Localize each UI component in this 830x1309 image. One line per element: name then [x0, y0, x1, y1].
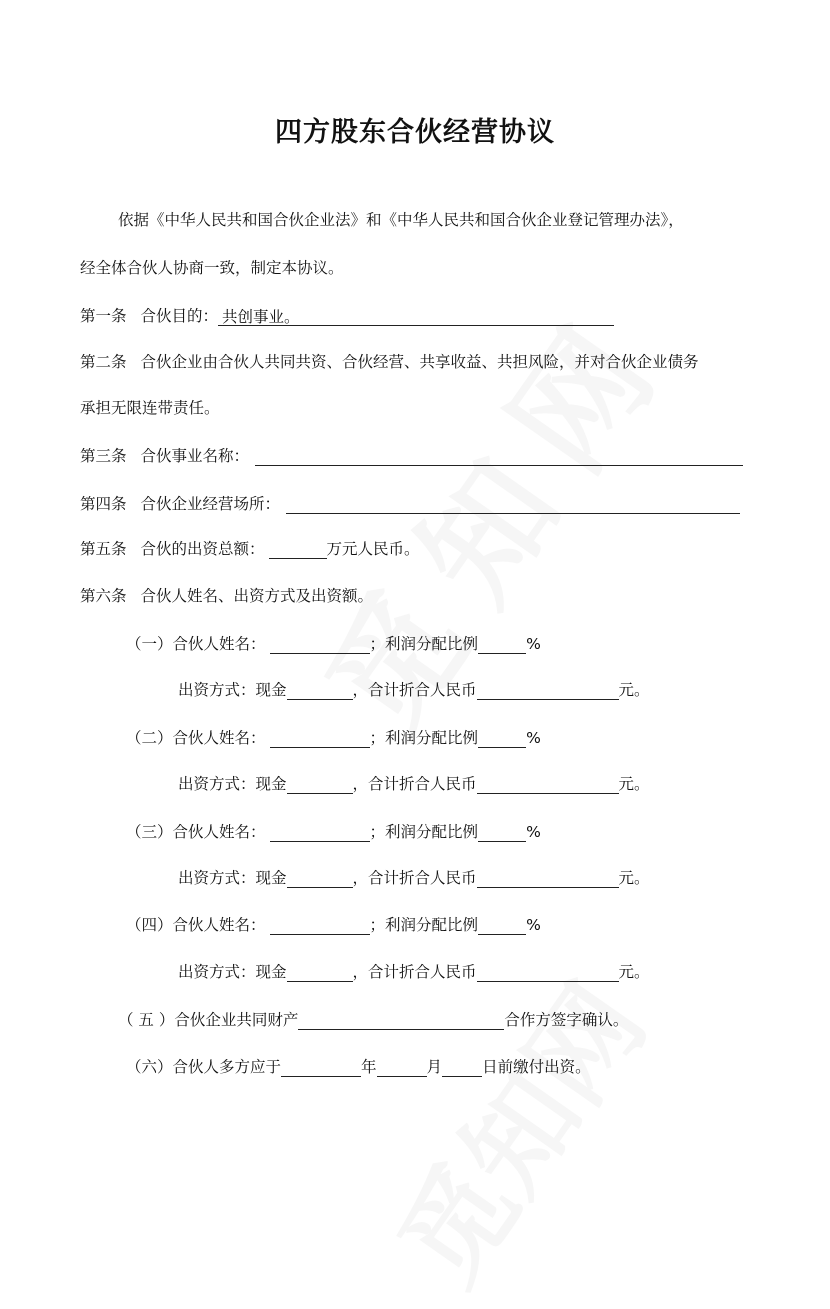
article-6: [80, 586, 373, 606]
business-location-field[interactable]: [286, 495, 740, 514]
partner-1-name-row: [126, 634, 541, 654]
percent-sign: %: [526, 823, 541, 841]
item-text: 合伙人多方应于: [172, 1058, 282, 1076]
partner-3-name-row: [126, 822, 541, 842]
percent-sign: %: [526, 635, 541, 653]
total-capital-field[interactable]: [269, 540, 327, 559]
capital-method-label: 出资方式：现金: [178, 775, 287, 793]
purpose-value: 共创事业。: [222, 308, 300, 326]
capital-method-label: 出资方式：现金: [178, 963, 287, 981]
item-suffix: 合作方签字确认。: [504, 1011, 629, 1029]
article-label: 第五条: [80, 540, 127, 558]
partner-1-capital-row: [178, 680, 650, 700]
common-property-field[interactable]: [298, 1011, 504, 1030]
cash-field[interactable]: [287, 775, 353, 794]
unit: 元。: [618, 963, 650, 981]
watermark: [356, 949, 675, 1309]
profit-ratio-label: 利润分配比例: [385, 729, 479, 747]
partner-2-name-row: [126, 728, 541, 748]
article-label: 第六条: [80, 587, 127, 605]
profit-ratio-field[interactable]: [478, 916, 526, 935]
separator: ；: [369, 916, 386, 934]
capital-method-label: 出资方式：现金: [178, 681, 287, 699]
unit: 元。: [618, 775, 650, 793]
article-text: 合伙人姓名、出资方式及出资额。: [140, 587, 374, 605]
article-text: 合伙企业经营场所：: [140, 495, 281, 513]
cash-field[interactable]: [287, 681, 353, 700]
profit-ratio-field[interactable]: [478, 823, 526, 842]
profit-ratio-field[interactable]: [478, 729, 526, 748]
total-label: ，合计折合人民币: [352, 681, 477, 699]
article-label: 第一条: [80, 307, 127, 325]
article-label: 第二条: [80, 353, 127, 371]
article-2: [80, 352, 699, 372]
item-5-row: [118, 1010, 628, 1030]
partner-2-capital-row: [178, 774, 650, 794]
item-number: （ 五 ）: [118, 1011, 175, 1029]
partner-4-capital-row: [178, 962, 650, 982]
unit: 元。: [618, 681, 650, 699]
article-text: 合伙企业由合伙人共同共资、合伙经营、共享收益、共担风险，并对合伙企业债务: [140, 353, 699, 371]
partner-name-field[interactable]: [270, 635, 370, 654]
total-rmb-field[interactable]: [477, 963, 619, 982]
article-3: [80, 446, 743, 466]
partner-name-field[interactable]: [270, 916, 370, 935]
partner-name-field[interactable]: [270, 823, 370, 842]
total-rmb-field[interactable]: [477, 681, 619, 700]
total-label: ，合计折合人民币: [352, 963, 477, 981]
article-text: 合伙的出资总额：: [140, 540, 265, 558]
item-number: （六）: [126, 1058, 173, 1076]
partner-number: （四）: [126, 916, 173, 934]
article-2-cont: 承担无限连带责任。: [80, 399, 220, 417]
partner-4-name-row: [126, 915, 541, 935]
partner-name-field[interactable]: [270, 729, 370, 748]
month-label: 月: [426, 1058, 443, 1076]
profit-ratio-label: 利润分配比例: [385, 823, 479, 841]
total-rmb-field[interactable]: [477, 775, 619, 794]
profit-ratio-field[interactable]: [478, 635, 526, 654]
cash-field[interactable]: [287, 869, 353, 888]
article-4: [80, 494, 740, 514]
separator: ；: [369, 729, 386, 747]
article-text: 合伙目的：: [140, 307, 219, 325]
item-text: 合伙企业共同财产: [174, 1011, 299, 1029]
percent-sign: %: [526, 729, 541, 747]
partner-name-label: 合伙人姓名：: [172, 916, 266, 934]
profit-ratio-label: 利润分配比例: [385, 635, 479, 653]
business-name-field[interactable]: [255, 447, 743, 466]
intro-line-1: 依据《中华人民共和国合伙企业法》和《中华人民共和国合伙企业登记管理办法》，: [118, 211, 684, 229]
article-suffix: 万元人民币。: [326, 540, 420, 558]
capital-method-label: 出资方式：现金: [178, 869, 287, 887]
partner-number: （三）: [126, 823, 173, 841]
purpose-field[interactable]: [218, 307, 614, 326]
partner-number: （二）: [126, 729, 173, 747]
article-label: 第四条: [80, 495, 127, 513]
day-suffix: 日前缴付出资。: [482, 1058, 591, 1076]
partner-number: （一）: [126, 635, 173, 653]
partner-name-label: 合伙人姓名：: [172, 729, 266, 747]
year-field[interactable]: [281, 1058, 361, 1077]
partner-name-label: 合伙人姓名：: [172, 635, 266, 653]
total-label: ，合计折合人民币: [352, 775, 477, 793]
percent-sign: %: [526, 916, 541, 934]
unit: 元。: [618, 869, 650, 887]
article-label: 第三条: [80, 447, 127, 465]
item-6-row: [126, 1057, 591, 1077]
separator: ；: [369, 823, 386, 841]
document-title: 四方股东合伙经营协议: [275, 117, 555, 148]
separator: ；: [369, 635, 386, 653]
cash-field[interactable]: [287, 963, 353, 982]
total-rmb-field[interactable]: [477, 869, 619, 888]
total-label: ，合计折合人民币: [352, 869, 477, 887]
partner-name-label: 合伙人姓名：: [172, 823, 266, 841]
year-label: 年: [361, 1058, 377, 1076]
profit-ratio-label: 利润分配比例: [385, 916, 479, 934]
intro-line-2: 经全体合伙人协商一致，制定本协议。: [80, 259, 344, 277]
article-5: [80, 539, 420, 559]
article-text: 合伙事业名称：: [140, 447, 250, 465]
partner-3-capital-row: [178, 868, 650, 888]
article-1: [80, 306, 614, 326]
month-field[interactable]: [377, 1058, 427, 1077]
day-field[interactable]: [442, 1058, 482, 1077]
